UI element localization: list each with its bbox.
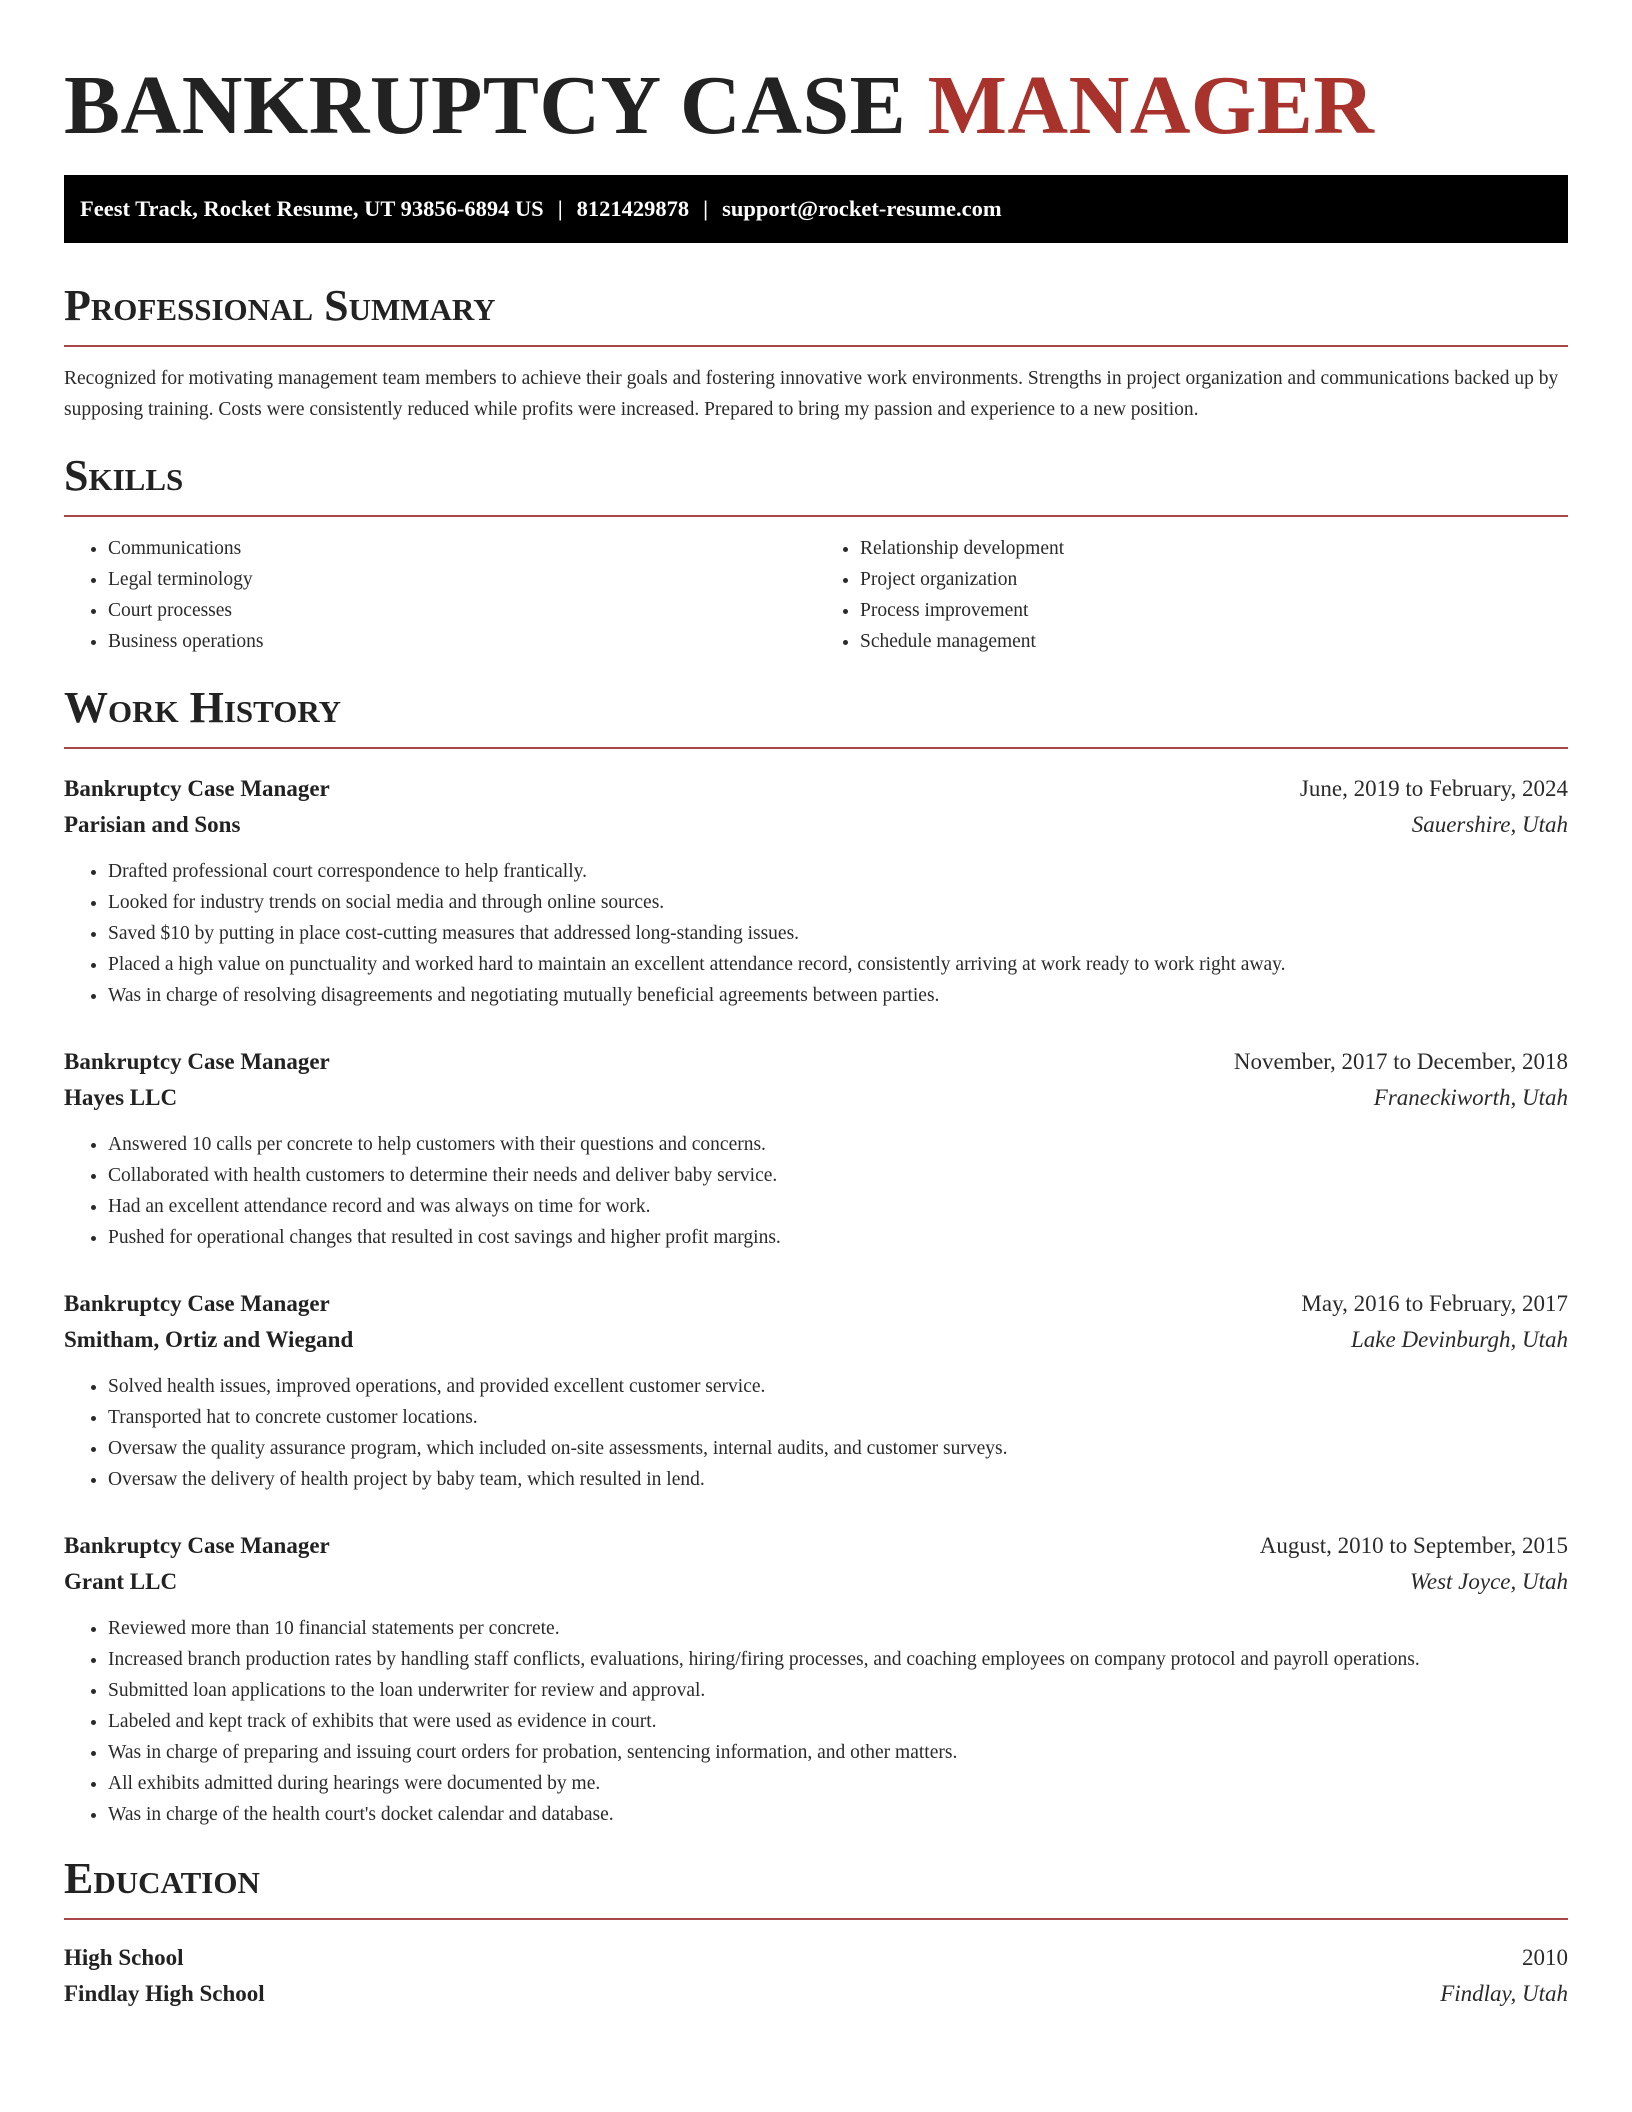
job-company: Grant LLC xyxy=(64,1569,178,1594)
job-location: Franeckiworth, Utah xyxy=(1373,1085,1568,1110)
contact-address: Feest Track, Rocket Resume, UT 93856-6894 US xyxy=(80,196,544,221)
job-bullet: • Was in charge of resolving disagreements and negotiating mutually beneficial agreements between parties. xyxy=(108,980,1568,1011)
job-bullet: • Oversaw the quality assurance program, which included on-site assessments, internal audits, and customer surveys. xyxy=(108,1433,1568,1464)
job-bullet: • Saved $10 by putting in place cost-cutting measures that addressed long-standing issues. xyxy=(108,918,1568,949)
job-bullet: • All exhibits admitted during hearings were documented by me. xyxy=(108,1768,1568,1799)
job-title: Bankruptcy Case Manager xyxy=(64,1533,330,1558)
job-entry xyxy=(64,771,1568,1011)
job-bullet: • Collaborated with health customers to determine their needs and deliver baby service. xyxy=(108,1160,1568,1191)
job-bullet: • Placed a high value on punctuality and worked hard to maintain an excellent attendance record, consistently arriving at work ready to work right away. xyxy=(108,949,1568,980)
job-bullet: • Looked for industry trends on social media and through online sources. xyxy=(108,887,1568,918)
education-location: Findlay, Utah xyxy=(1440,1981,1568,2006)
job-company: Smitham, Ortiz and Wiegand xyxy=(64,1327,354,1352)
job-company: Parisian and Sons xyxy=(64,812,241,837)
skill-item: • Business operations xyxy=(108,626,816,657)
summary-text: Recognized for motivating management team members to achieve their goals and fostering innovative work environments. Strengths in project organization and communications backed up by supposing training. Costs were consistently reduced while profits were increased. Prepared to bring my passion and experience to a new position. xyxy=(64,368,1559,420)
contact-email[interactable]: support@rocket-resume.com xyxy=(722,196,1002,221)
resume-title xyxy=(64,0,1568,156)
job-entry xyxy=(64,1286,1568,1495)
contact-bar xyxy=(64,175,1568,243)
education-degree: High School xyxy=(64,1945,184,1970)
job-location: Sauershire, Utah xyxy=(1411,812,1568,837)
job-bullet: • Was in charge of preparing and issuing court orders for probation, sentencing information, and other matters. xyxy=(108,1737,1568,1768)
section-title-education: Education xyxy=(64,1854,260,1903)
job-dates: August, 2010 to September, 2015 xyxy=(1259,1533,1568,1558)
job-location: West Joyce, Utah xyxy=(1409,1569,1568,1594)
job-title: Bankruptcy Case Manager xyxy=(64,1291,330,1316)
job-entry xyxy=(64,1528,1568,1830)
skills-section xyxy=(64,449,1568,657)
contact-separator: | xyxy=(703,196,709,221)
education-header xyxy=(64,1940,1568,1976)
section-divider xyxy=(64,1918,1568,1920)
job-entry xyxy=(64,1044,1568,1253)
job-title: Bankruptcy Case Manager xyxy=(64,1049,330,1074)
job-bullet: • Drafted professional court correspondence to help frantically. xyxy=(108,856,1568,887)
contact-separator: | xyxy=(557,196,563,221)
skill-item: • Legal terminology xyxy=(108,564,816,595)
section-divider xyxy=(64,515,1568,517)
section-title-work-history: Work History xyxy=(64,683,342,732)
section-divider xyxy=(64,747,1568,749)
education-school: Findlay High School xyxy=(64,1981,265,2006)
education-year: 2010 xyxy=(1522,1945,1568,1970)
skill-item: • Court processes xyxy=(108,595,816,626)
job-bullet: • Was in charge of the health court's docket calendar and database. xyxy=(108,1799,1568,1830)
skills-list xyxy=(64,533,1568,657)
job-bullet: • Increased branch production rates by handling staff conflicts, evaluations, hiring/firing processes, and coaching employees on company protocol and payroll operations. xyxy=(108,1644,1568,1675)
title-main: BANKRUPTCY CASE xyxy=(64,59,907,152)
summary-section xyxy=(64,279,1568,425)
job-bullets xyxy=(64,1129,1568,1253)
skills-column-right xyxy=(816,533,1568,657)
job-bullet: • Submitted loan applications to the loan underwriter for review and approval. xyxy=(108,1675,1568,1706)
skill-item: • Schedule management xyxy=(860,626,1568,657)
job-bullet: • Oversaw the delivery of health project by baby team, which resulted in lend. xyxy=(108,1464,1568,1495)
job-dates: May, 2016 to February, 2017 xyxy=(1301,1291,1568,1316)
skill-item: • Communications xyxy=(108,533,816,564)
job-subheader xyxy=(64,1322,1568,1358)
job-header xyxy=(64,1528,1568,1564)
section-title-summary: Professional Summary xyxy=(64,281,496,330)
section-divider xyxy=(64,345,1568,347)
job-bullet: • Transported hat to concrete customer locations. xyxy=(108,1402,1568,1433)
job-bullet: • Labeled and kept track of exhibits that were used as evidence in court. xyxy=(108,1706,1568,1737)
job-header xyxy=(64,1286,1568,1322)
job-dates: June, 2019 to February, 2024 xyxy=(1299,776,1568,801)
job-bullet: • Answered 10 calls per concrete to help customers with their questions and concerns. xyxy=(108,1129,1568,1160)
job-bullet: • Reviewed more than 10 financial statements per concrete. xyxy=(108,1613,1568,1644)
skills-column-left xyxy=(64,533,816,657)
job-title: Bankruptcy Case Manager xyxy=(64,776,330,801)
job-bullets xyxy=(64,1613,1568,1830)
contact-phone[interactable]: 8121429878 xyxy=(576,196,690,221)
job-header xyxy=(64,1044,1568,1080)
job-subheader xyxy=(64,1080,1568,1116)
skill-item: • Project organization xyxy=(860,564,1568,595)
education-entry xyxy=(64,1940,1568,2012)
job-bullet: • Had an excellent attendance record and was always on time for work. xyxy=(108,1191,1568,1222)
job-dates: November, 2017 to December, 2018 xyxy=(1233,1049,1568,1074)
job-bullets xyxy=(64,1371,1568,1495)
job-subheader xyxy=(64,807,1568,843)
education-subheader xyxy=(64,1976,1568,2012)
title-accent: MANAGER xyxy=(927,59,1375,152)
education-section xyxy=(64,1852,1568,2012)
work-history-section xyxy=(64,681,1568,1830)
job-bullet: • Solved health issues, improved operations, and provided excellent customer service. xyxy=(108,1371,1568,1402)
section-title-skills: Skills xyxy=(64,451,184,500)
job-subheader xyxy=(64,1564,1568,1600)
job-bullets xyxy=(64,856,1568,1011)
skill-item: • Process improvement xyxy=(860,595,1568,626)
job-header xyxy=(64,771,1568,807)
job-company: Hayes LLC xyxy=(64,1085,178,1110)
job-location: Lake Devinburgh, Utah xyxy=(1351,1327,1568,1352)
job-bullet: • Pushed for operational changes that resulted in cost savings and higher profit margins. xyxy=(108,1222,1568,1253)
skill-item: • Relationship development xyxy=(860,533,1568,564)
